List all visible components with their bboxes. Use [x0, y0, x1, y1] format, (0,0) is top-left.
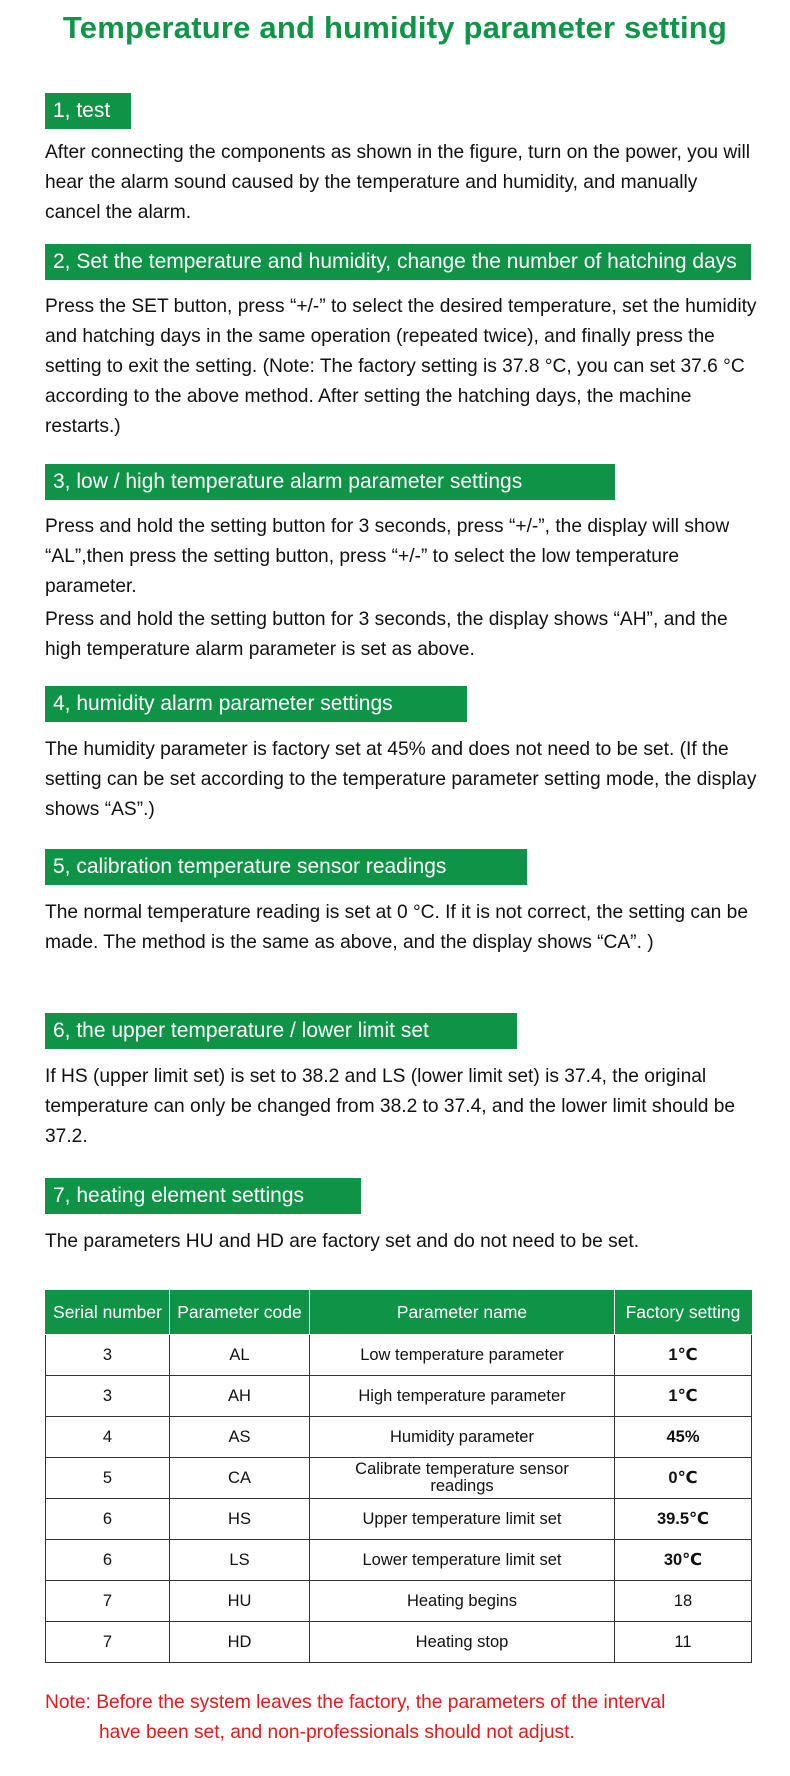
cell-name: Low temperature parameter [310, 1335, 615, 1376]
cell-code: AL [170, 1335, 310, 1376]
page-title: Temperature and humidity parameter setting [62, 10, 728, 45]
cell-name: Calibrate temperature sensor readings [310, 1458, 615, 1499]
table-row [46, 1417, 752, 1458]
note-line-1: Note: Before the system leaves the factory, the parameters of the interval [45, 1692, 666, 1713]
cell-serial: 4 [46, 1417, 170, 1458]
cell-name: Upper temperature limit set [310, 1499, 615, 1540]
section-3-heading: 3, low / high temperature alarm parameter settings [45, 464, 615, 500]
section-7-heading: 7, heating element settings [45, 1178, 361, 1214]
cell-code: CA [170, 1458, 310, 1499]
cell-setting: 1℃ [615, 1335, 752, 1376]
cell-setting: 1℃ [615, 1376, 752, 1417]
table-row [46, 1540, 752, 1581]
cell-name: Heating stop [310, 1622, 615, 1663]
cell-name: Heating begins [310, 1581, 615, 1622]
cell-setting: 11 [615, 1622, 752, 1663]
cell-serial: 3 [46, 1335, 170, 1376]
cell-serial: 5 [46, 1458, 170, 1499]
cell-setting: 18 [615, 1581, 752, 1622]
section-2-text: Press the SET button, press “+/-” to select the desired temperature, set the humidity and hatching days in the same operation (repeated twice), and finally press the setting to exit the setting. (Note: The factory setting is 37.8 °C, you can set 37.6 °C according to the above method. After setting the hatching days, the machine restarts.) [45, 296, 757, 437]
cell-setting: 30℃ [615, 1540, 752, 1581]
section-7-text: The parameters HU and HD are factory set and do not need to be set. [45, 1231, 640, 1252]
section-3-text-2: Press and hold the setting button for 3 seconds, the display shows “AH”, and the high temperature alarm parameter is set as above. [45, 609, 728, 660]
cell-setting: 0℃ [615, 1458, 752, 1499]
cell-code: HU [170, 1581, 310, 1622]
parameter-table [45, 1290, 752, 1663]
section-3-text-1: Press and hold the setting button for 3 seconds, press “+/-”, the display will show “AL”,then press the setting button, press “+/-” to select the low temperature parameter. [45, 516, 730, 597]
section-1-text: After connecting the components as shown in the figure, turn on the power, you will hear the alarm sound caused by the temperature and humidity, and manually cancel the alarm. [45, 142, 751, 223]
section-1-heading: 1, test [45, 93, 131, 129]
table-row [46, 1622, 752, 1663]
table-header-row [46, 1291, 752, 1335]
cell-serial: 7 [46, 1622, 170, 1663]
cell-name: High temperature parameter [310, 1376, 615, 1417]
table-row [46, 1335, 752, 1376]
cell-code: HS [170, 1499, 310, 1540]
section-4-heading: 4, humidity alarm parameter settings [45, 686, 467, 722]
header-parameter-name: Parameter name [310, 1291, 615, 1335]
cell-serial: 6 [46, 1499, 170, 1540]
header-parameter-code: Parameter code [170, 1291, 310, 1335]
cell-serial: 7 [46, 1581, 170, 1622]
cell-code: LS [170, 1540, 310, 1581]
cell-serial: 3 [46, 1376, 170, 1417]
cell-code: AH [170, 1376, 310, 1417]
section-4-text: The humidity parameter is factory set at 45% and does not need to be set. (If the setting can be set according to the temperature parameter setting mode, the display shows “AS”.) [45, 739, 757, 820]
section-5-heading: 5, calibration temperature sensor readings [45, 849, 527, 885]
header-serial-number: Serial number [46, 1291, 170, 1335]
table-row [46, 1499, 752, 1540]
table-row [46, 1458, 752, 1499]
cell-name: Lower temperature limit set [310, 1540, 615, 1581]
cell-name: Humidity parameter [310, 1417, 615, 1458]
cell-code: AS [170, 1417, 310, 1458]
table-row [46, 1581, 752, 1622]
cell-setting: 39.5℃ [615, 1499, 752, 1540]
section-2-heading: 2, Set the temperature and humidity, change the number of hatching days [45, 244, 751, 280]
note-line-2: have been set, and non-professionals should not adjust. [99, 1722, 575, 1743]
factory-note [45, 1688, 765, 1748]
table-row [46, 1376, 752, 1417]
header-factory-setting: Factory setting [615, 1291, 752, 1335]
cell-serial: 6 [46, 1540, 170, 1581]
cell-setting: 45% [615, 1417, 752, 1458]
cell-code: HD [170, 1622, 310, 1663]
section-5-text: The normal temperature reading is set at 0 °C. If it is not correct, the setting can be made. The method is the same as above, and the display shows “CA”. ) [45, 902, 749, 953]
section-6-text: If HS (upper limit set) is set to 38.2 and LS (lower limit set) is 37.4, the original temperature can only be changed from 38.2 to 37.4, and the lower limit should be 37.2. [45, 1066, 736, 1147]
section-6-heading: 6, the upper temperature / lower limit set [45, 1013, 517, 1049]
